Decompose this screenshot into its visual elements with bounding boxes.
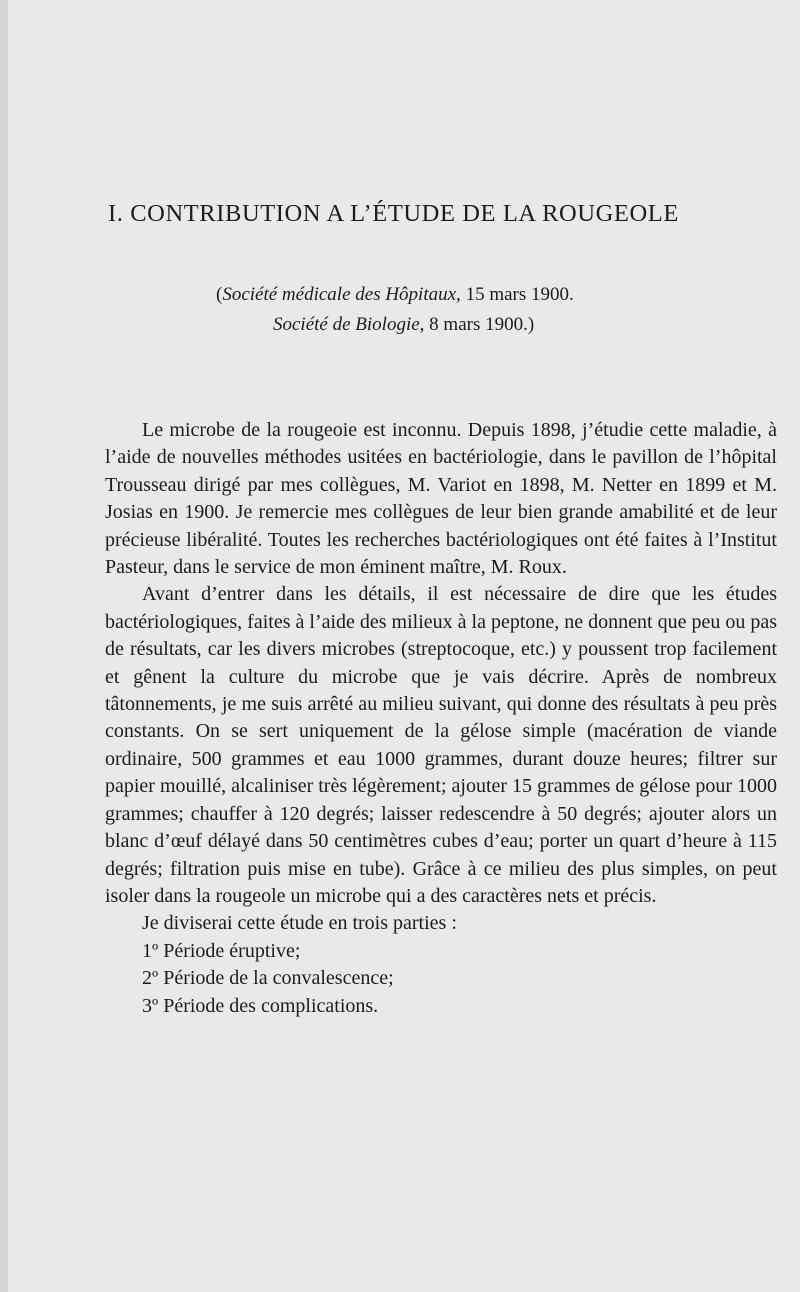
source-society-1: Société médicale des Hôpitaux,: [222, 284, 461, 305]
list-item-label: Période de la convalescence;: [158, 967, 394, 990]
list-item-label: Période éruptive;: [158, 939, 301, 962]
source-line-2: [273, 310, 534, 340]
body-text: [105, 417, 777, 1020]
paragraph-method: Avant d’entrer dans les détails, il est nécessaire de dire que les études bactériologiques, faites à l’aide des milieux à la peptone, ne donnent que peu ou pas de résultats, car les divers microbes (streptocoque, etc.) y poussent trop facilement et gênent la culture du microbe que je vais décrire. Après de nombreux tâtonnements, je me suis arrêté au milieu suivant, qui donne des résultats à peu près constants. On se sert uniquement de la gélose simple (macération de viande ordinaire, 500 grammes et eau 1000 grammes, durant douze heures; filtrer sur papier mouillé, alcaliniser très légèrement; ajouter 15 grammes de gélose pour 1000 grammes; chauffer à 120 degrés; laisser redescendre à 50 degrés; ajouter alors un blanc d’œuf délayé dans 50 centimètres cubes d’eau; porter un quart d’heure à 115 degrés; filtration puis mise en tube). Grâce à ce milieu des plus simples, on peut isoler dans la rougeole un microbe qui a des caractères nets et précis.: [105, 583, 778, 907]
paragraph-plan: Je diviserai cette étude en trois parties :: [142, 912, 457, 935]
source-line-1: [216, 280, 574, 310]
list-item-label: Période des complications.: [158, 994, 379, 1017]
source-open-paren: (: [216, 284, 223, 305]
list-item: [105, 965, 777, 992]
list-item: [105, 938, 777, 965]
list-item-number: 3º: [142, 994, 159, 1017]
source-date-1: 15 mars 1900.: [460, 284, 574, 305]
source-date-2: 8 mars 1900.): [424, 314, 535, 335]
scan-left-edge: [0, 0, 8, 1292]
list-item: [105, 993, 777, 1020]
list-item-number: 1º: [142, 939, 159, 962]
paragraph-intro: Le microbe de la rougeoie est inconnu. Depuis 1898, j’étudie cette maladie, à l’aide de nouvelles méthodes usitées en bactériologie, dans le pavillon de l’hôpital Trousseau dirigé par mes collègues, M. Variot en 1898, M. Netter en 1899 et M. Josias en 1900. Je remercie mes collègues de leur bien grande amabilité et de leur précieuse libéralité. Toutes les recherches bactériologiques ont été faites à l’Institut Pasteur, dans le service de mon éminent maître, M. Roux.: [105, 419, 777, 579]
chapter-title: I. CONTRIBUTION A L’ÉTUDE DE LA ROUGEOLE: [108, 200, 679, 227]
list-item-number: 2º: [142, 967, 159, 990]
book-page: [8, 0, 800, 1292]
source-society-2: Société de Biologie,: [273, 314, 425, 335]
